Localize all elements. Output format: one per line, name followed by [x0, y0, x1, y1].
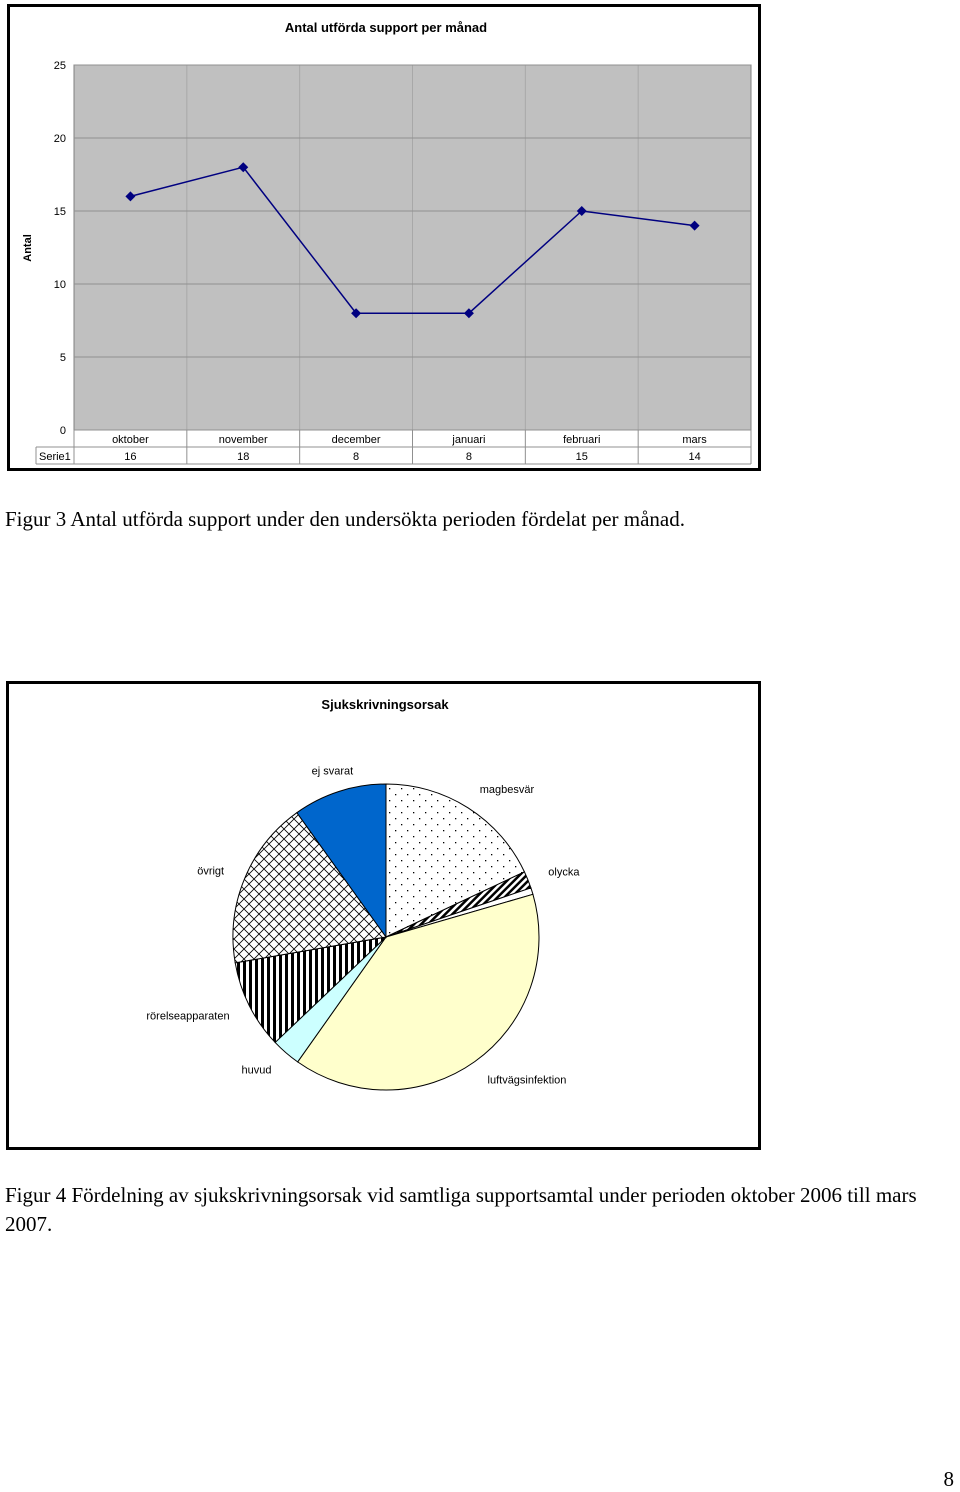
pie-chart [9, 684, 758, 1147]
data-table-value: 16 [124, 451, 137, 463]
line-chart [10, 7, 758, 468]
figure-3-caption: Figur 3 Antal utförda support under den undersökta perioden fördelat per månad. [5, 507, 685, 531]
x-category-label: december [331, 434, 381, 446]
page-number: 8 [943, 1467, 954, 1491]
y-tick-label: 20 [53, 133, 66, 145]
pie-slice-label: övrigt [197, 865, 225, 878]
y-tick-label: 25 [53, 60, 66, 72]
line-chart-frame [7, 4, 761, 471]
data-table-value: 18 [237, 451, 250, 463]
pie-slice-label: rörelseapparaten [146, 1010, 230, 1023]
chart-title: Sjukskrivningsorsak [321, 697, 449, 712]
pie-slice-label: magbesvär [479, 784, 535, 797]
x-category-label: februari [563, 434, 601, 446]
series-name: Serie1 [39, 451, 71, 463]
chart-title: Antal utförda support per månad [284, 20, 488, 35]
pie-slices [233, 784, 539, 1090]
x-category-label: oktober [112, 434, 149, 446]
pie-chart-frame [6, 681, 761, 1150]
data-table-value: 8 [353, 451, 360, 463]
y-axis-label: Antal [22, 234, 34, 262]
x-category-label: november [218, 434, 268, 446]
data-table-value: 15 [575, 451, 588, 463]
pie-slice-label: luftvägsinfektion [487, 1074, 567, 1087]
x-category-label: januari [452, 434, 486, 446]
y-tick-label: 10 [53, 279, 66, 291]
pie-slice-label: huvud [241, 1064, 272, 1077]
data-table-value: 8 [465, 451, 472, 463]
x-category-label: mars [682, 434, 707, 446]
y-tick-label: 0 [59, 425, 66, 437]
pie-slice-label: olycka [548, 866, 580, 879]
y-tick-label: 5 [59, 352, 66, 364]
y-tick-labels [54, 60, 66, 437]
figure-4-caption: Figur 4 Fördelning av sjukskrivningsorsak vid samtliga supportsamtal under perioden oktober 2006 till mars 2007. [5, 1183, 917, 1236]
y-tick-label: 15 [53, 206, 66, 218]
data-table-value: 14 [688, 451, 701, 463]
data-table [36, 430, 751, 464]
pie-slice-label: ej svarat [311, 765, 354, 778]
